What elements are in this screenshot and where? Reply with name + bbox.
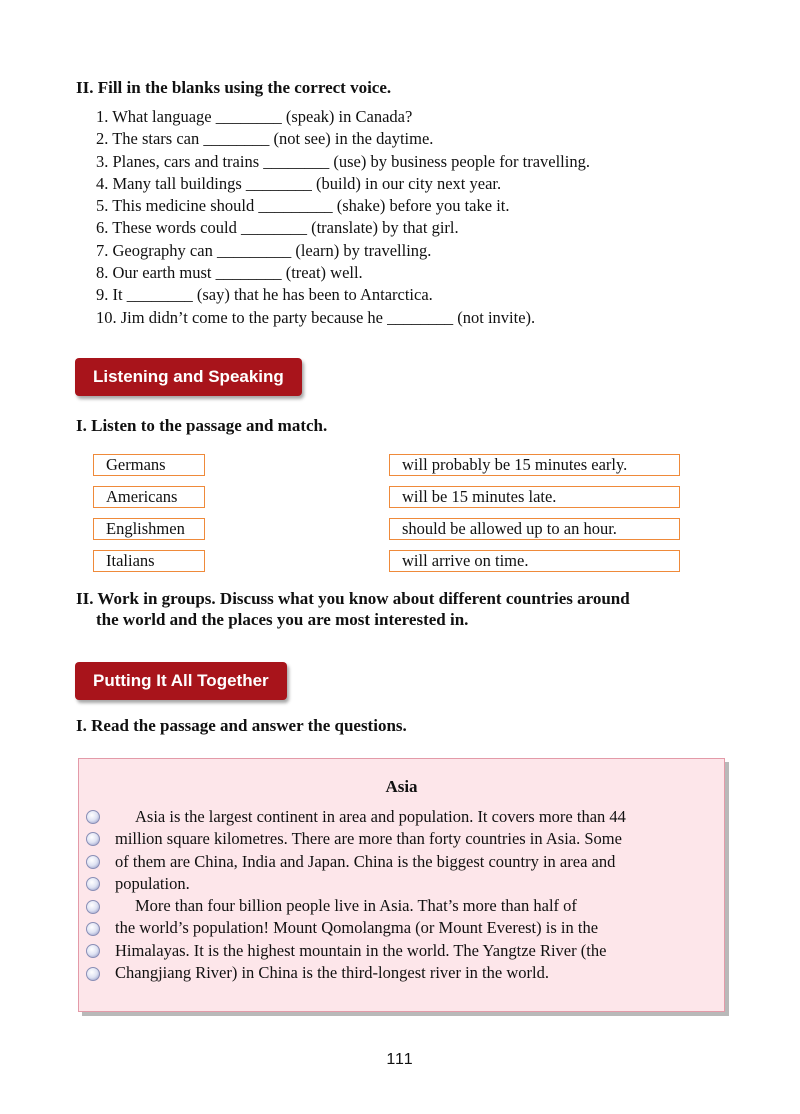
exercise-item: 10. Jim didn’t come to the party because he ________ (not invite).: [96, 307, 536, 327]
voice-exercise-list: [96, 106, 590, 329]
exercise-item: 8. Our earth must ________ (treat) well.: [96, 263, 363, 283]
bullet-icon: [86, 832, 100, 846]
match-left-germans: Germans: [93, 454, 205, 476]
voice-exercise-heading: II. Fill in the blanks using the correct voice.: [76, 78, 392, 97]
exercise-item: 6. These words could ________ (translate) by that girl.: [96, 218, 459, 238]
passage-line: of them are China, India and Japan. China is the biggest country in area and: [115, 851, 616, 871]
exercise-item: 2. The stars can ________ (not see) in the daytime.: [96, 129, 434, 149]
exercise-item: 1. What language ________ (speak) in Canada?: [96, 107, 413, 126]
bullet-icon: [86, 810, 100, 824]
bullet-icon: [86, 967, 100, 981]
bullet-icon: [86, 900, 100, 914]
putting-together-section-bar: Putting It All Together: [75, 662, 287, 700]
group-work-heading-line2: the world and the places you are most interested in.: [96, 610, 469, 629]
passage-line: Himalayas. It is the highest mountain in the world. The Yangtze River (the: [115, 940, 607, 960]
bullet-icon: [86, 922, 100, 936]
read-passage-heading: I. Read the passage and answer the questions.: [76, 716, 407, 735]
bullet-icon: [86, 944, 100, 958]
bullet-icon: [86, 877, 100, 891]
group-work-heading: [76, 589, 630, 630]
page-number: 111: [386, 1051, 414, 1068]
match-right-item: will arrive on time.: [389, 550, 680, 572]
exercise-item: 5. This medicine should _________ (shake) before you take it.: [96, 196, 510, 216]
group-work-heading-line1: II. Work in groups. Discuss what you know about different countries around: [76, 589, 630, 608]
passage-line: population.: [115, 873, 190, 893]
exercise-item: 9. It ________ (say) that he has been to Antarctica.: [96, 285, 433, 305]
match-right-item: should be allowed up to an hour.: [389, 518, 680, 540]
listening-speaking-section-bar: Listening and Speaking: [75, 358, 302, 396]
exercise-item: 3. Planes, cars and trains ________ (use) by business people for travelling.: [96, 151, 590, 171]
passage-line: Changjiang River) in China is the third-longest river in the world.: [115, 963, 549, 983]
passage-line: Asia is the largest continent in area and population. It covers more than 44: [135, 807, 626, 826]
match-right-item: will probably be 15 minutes early.: [389, 454, 680, 476]
match-left-englishmen: Englishmen: [93, 518, 205, 540]
passage-line: More than four billion people live in Asia. That’s more than half of: [135, 896, 577, 916]
bullet-icon: [86, 855, 100, 869]
exercise-item: 4. Many tall buildings ________ (build) in our city next year.: [96, 173, 502, 193]
passage-line: the world’s population! Mount Qomolangma (or Mount Everest) is in the: [115, 918, 599, 938]
match-heading: I. Listen to the passage and match.: [76, 416, 328, 435]
exercise-item: 7. Geography can _________ (learn) by travelling.: [96, 240, 432, 260]
match-right-item: will be 15 minutes late.: [389, 486, 680, 508]
match-left-italians: Italians: [93, 550, 205, 572]
passage-body: [115, 806, 715, 984]
passage-title: Asia: [385, 777, 418, 796]
match-left-americans: Americans: [93, 486, 205, 508]
passage-line: million square kilometres. There are more than forty countries in Asia. Some: [115, 829, 622, 849]
asia-passage-box: [78, 758, 725, 1012]
